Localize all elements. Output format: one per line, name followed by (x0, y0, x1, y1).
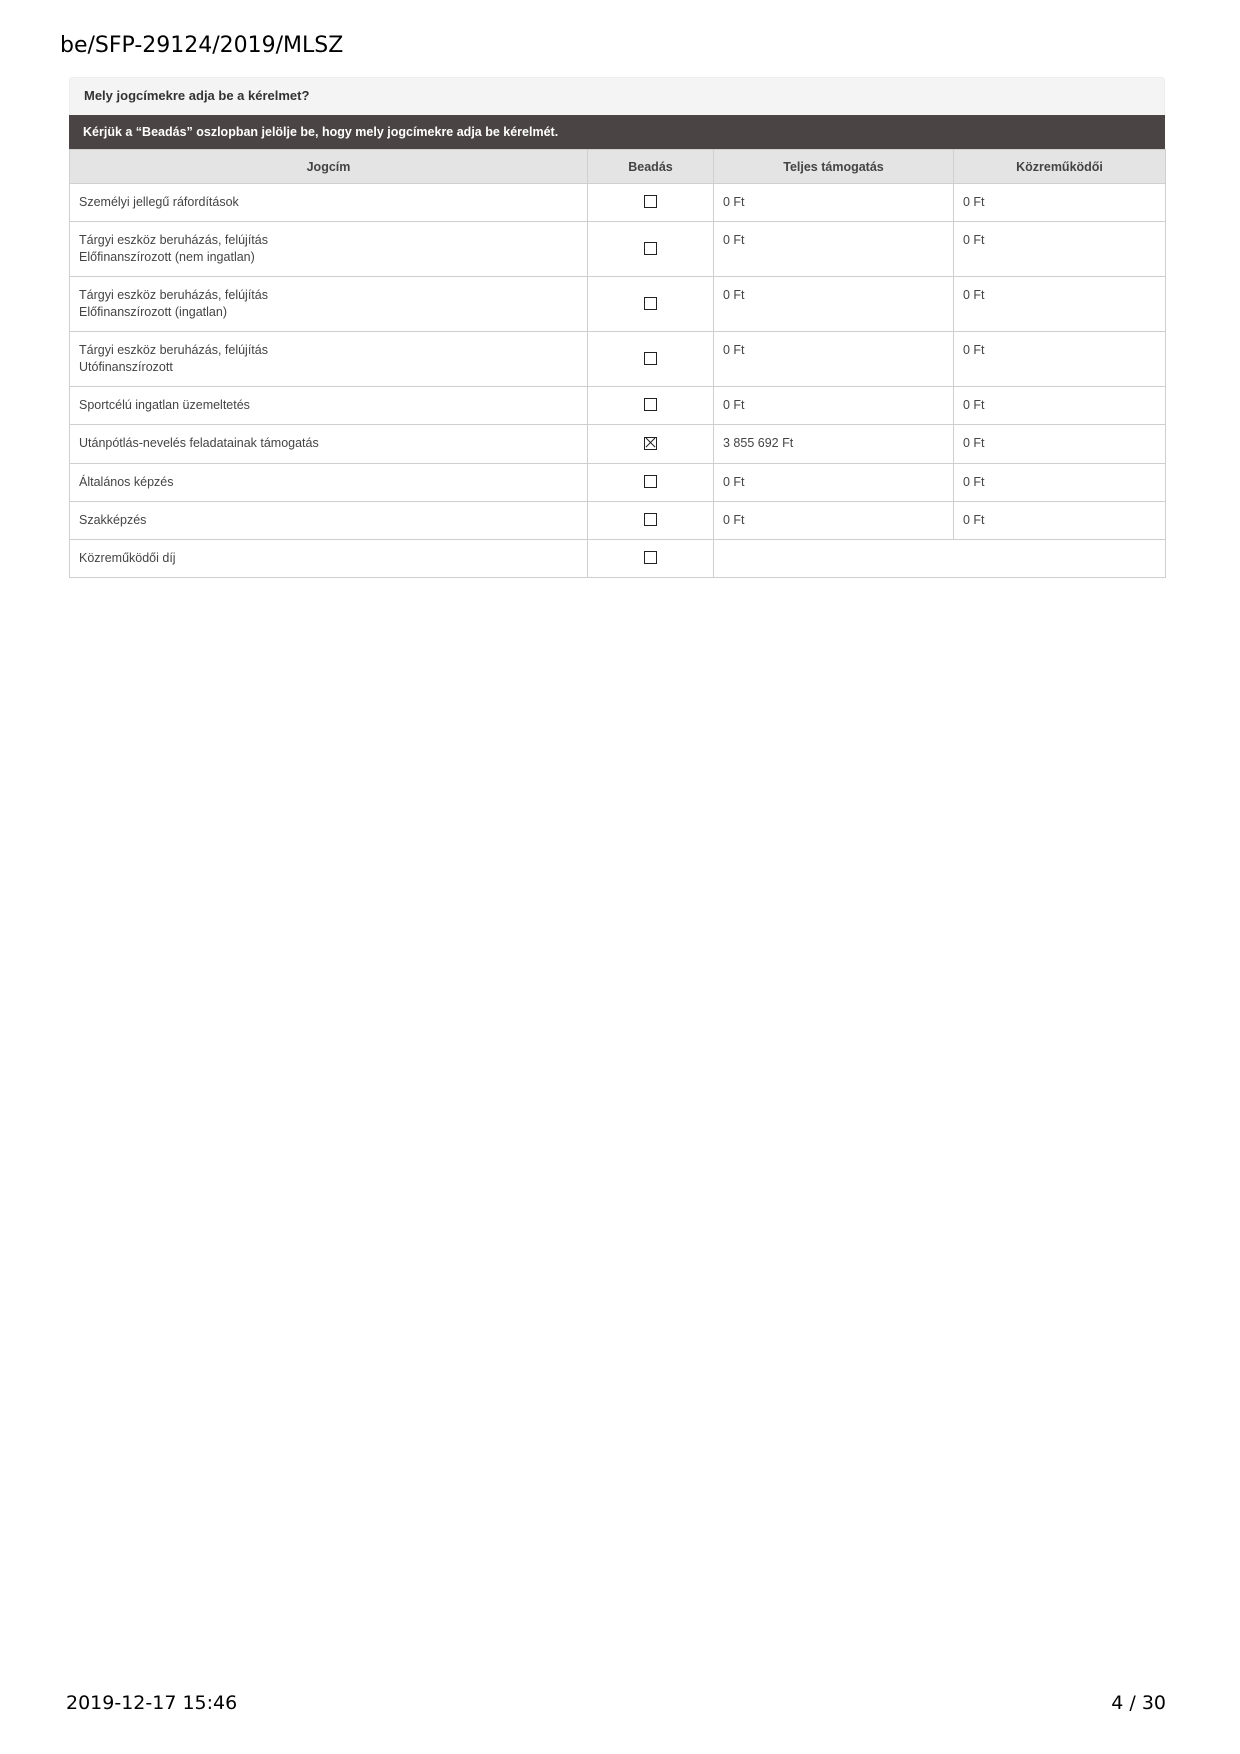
jogcim-label: Személyi jellegű ráfordítások (79, 195, 239, 209)
jogcim-cell (70, 277, 588, 332)
table-row (70, 425, 1166, 464)
table-row (70, 387, 1166, 425)
jogcim-cell (70, 222, 588, 277)
beadas-checkbox[interactable] (644, 513, 657, 526)
beadas-cell (588, 277, 714, 332)
jogcim-label: Előfinanszírozott (ingatlan) (79, 305, 227, 319)
jogcim-cell (70, 540, 588, 578)
table-row (70, 540, 1166, 578)
jogcim-label: Sportcélú ingatlan üzemeltetés (79, 398, 250, 412)
teljes-tamogatas-cell: 0 Ft (714, 222, 954, 277)
teljes-tamogatas-cell: 0 Ft (714, 277, 954, 332)
beadas-checkbox[interactable] (644, 398, 657, 411)
table-row (70, 502, 1166, 540)
jogcim-label: Előfinanszírozott (nem ingatlan) (79, 250, 255, 264)
kozremukodoi-cell: 0 Ft (954, 222, 1166, 277)
kozremukodoi-cell: 0 Ft (954, 184, 1166, 222)
jogcim-label: Általános képzés (79, 475, 174, 489)
beadas-checkbox-checked[interactable] (644, 437, 657, 450)
beadas-cell (588, 222, 714, 277)
section-title: Mely jogcímekre adja be a kérelmet? (69, 77, 1165, 115)
teljes-tamogatas-cell: 0 Ft (714, 332, 954, 387)
footer-timestamp: 2019-12-17 15:46 (66, 1692, 238, 1714)
footer-page-number: 4 / 30 (1111, 1692, 1166, 1714)
beadas-checkbox[interactable] (644, 242, 657, 255)
column-header-beadas: Beadás (588, 150, 714, 184)
instruction-bar: Kérjük a “Beadás” oszlopban jelölje be, hogy mely jogcímekre adja be kérelmét. (69, 115, 1165, 149)
teljes-tamogatas-cell: 0 Ft (714, 464, 954, 502)
jogcim-label: Szakképzés (79, 513, 147, 527)
table-row (70, 184, 1166, 222)
table-row (70, 332, 1166, 387)
beadas-cell (588, 184, 714, 222)
claims-table (69, 149, 1166, 578)
beadas-cell (588, 425, 714, 464)
teljes-tamogatas-cell: 0 Ft (714, 502, 954, 540)
jogcim-cell (70, 502, 588, 540)
jogcim-label: Tárgyi eszköz beruházás, felújítás (79, 233, 268, 247)
claims-section (69, 77, 1165, 578)
kozremukodoi-cell: 0 Ft (954, 387, 1166, 425)
jogcim-cell (70, 184, 588, 222)
beadas-checkbox[interactable] (644, 352, 657, 365)
beadas-checkbox[interactable] (644, 475, 657, 488)
table-row (70, 277, 1166, 332)
kozremukodoi-cell: 0 Ft (954, 464, 1166, 502)
beadas-cell (588, 332, 714, 387)
beadas-checkbox[interactable] (644, 297, 657, 310)
column-header-jogcim: Jogcím (70, 150, 588, 184)
beadas-cell (588, 540, 714, 578)
table-header-row (70, 150, 1166, 184)
jogcim-label: Utófinanszírozott (79, 360, 173, 374)
jogcim-label: Utánpótlás-nevelés feladatainak támogatás (79, 436, 319, 450)
column-header-kozremukodoi: Közreműködői (954, 150, 1166, 184)
table-row (70, 222, 1166, 277)
beadas-cell (588, 502, 714, 540)
kozremukodoi-cell: 0 Ft (954, 502, 1166, 540)
teljes-tamogatas-cell: 0 Ft (714, 387, 954, 425)
jogcim-label: Tárgyi eszköz beruházás, felújítás (79, 343, 268, 357)
column-header-teljes-tamogatas: Teljes támogatás (714, 150, 954, 184)
beadas-cell (588, 464, 714, 502)
kozremukodoi-cell: 0 Ft (954, 425, 1166, 464)
beadas-checkbox[interactable] (644, 195, 657, 208)
empty-amount-cell (714, 540, 1166, 578)
jogcim-cell (70, 387, 588, 425)
teljes-tamogatas-cell: 3 855 692 Ft (714, 425, 954, 464)
jogcim-label: Közreműködői díj (79, 551, 176, 565)
kozremukodoi-cell: 0 Ft (954, 277, 1166, 332)
beadas-cell (588, 387, 714, 425)
kozremukodoi-cell: 0 Ft (954, 332, 1166, 387)
jogcim-cell (70, 464, 588, 502)
document-id: be/SFP-29124/2019/MLSZ (60, 33, 344, 58)
jogcim-cell (70, 332, 588, 387)
jogcim-cell (70, 425, 588, 464)
beadas-checkbox[interactable] (644, 551, 657, 564)
table-row (70, 464, 1166, 502)
jogcim-label: Tárgyi eszköz beruházás, felújítás (79, 288, 268, 302)
claims-table-body (70, 184, 1166, 578)
teljes-tamogatas-cell: 0 Ft (714, 184, 954, 222)
